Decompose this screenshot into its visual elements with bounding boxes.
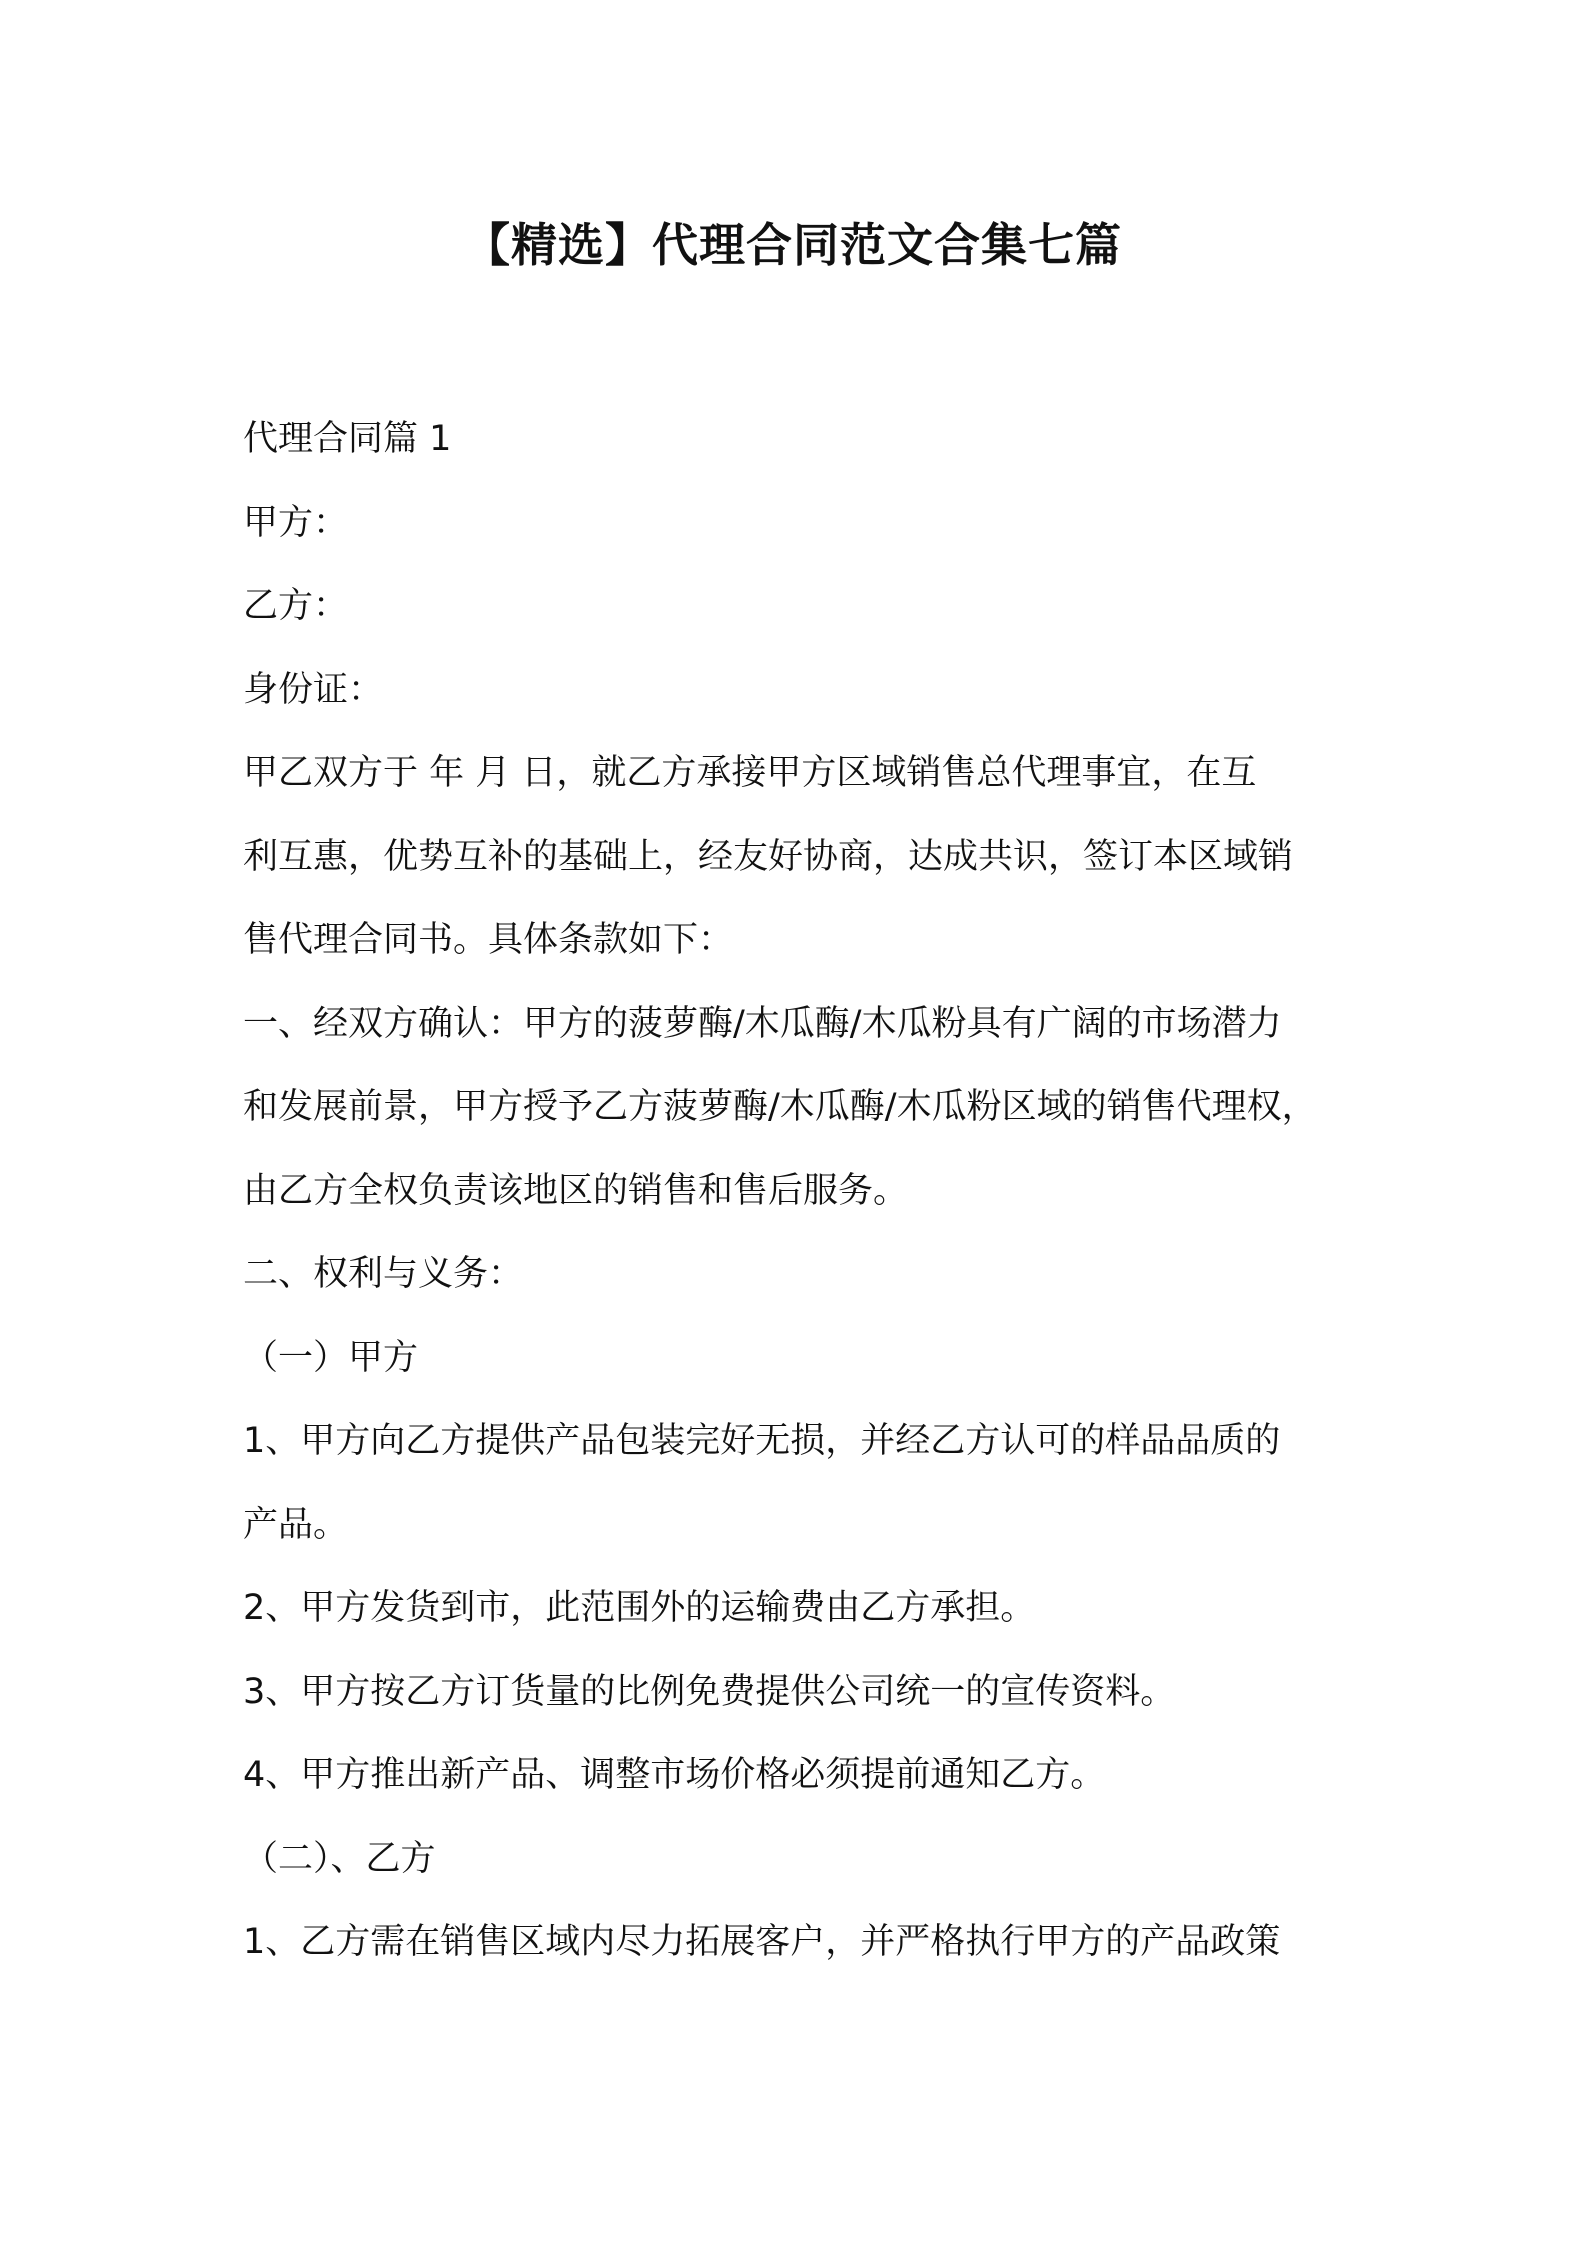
clause-line: 由乙方全权负责该地区的销售和售后服务。 <box>243 1170 909 1211</box>
document-title: 【精选】代理合同范文合集七篇 <box>464 218 1122 272</box>
list-item: 4、甲方推出新产品、调整市场价格必须提前通知乙方。 <box>243 1755 1106 1795</box>
paragraph-line: 甲乙双方于 年 月 日，就乙方承接甲方区域销售总代理事宜，在互 <box>243 753 1257 793</box>
party-a-field: 甲方： <box>243 502 349 543</box>
list-item: 2、甲方发货到市，此范围外的运输费由乙方承担。 <box>243 1588 1036 1628</box>
clause-heading: 二、权利与义务： <box>243 1254 524 1294</box>
subsection-heading: （一）甲方 <box>243 1337 419 1378</box>
list-item: 产品。 <box>243 1504 349 1545</box>
paragraph-line: 利互惠，优势互补的基础上，经友好协商，达成共识，签订本区域销 <box>243 836 1294 877</box>
paragraph-line: 售代理合同书。具体条款如下： <box>243 920 734 960</box>
clause-line: 一、经双方确认：甲方的菠萝酶/木瓜酶/木瓜粉具有广阔的市场潜力 <box>243 1003 1282 1044</box>
party-b-field: 乙方： <box>243 586 349 626</box>
clause-line: 和发展前景，甲方授予乙方菠萝酶/木瓜酶/木瓜粉区域的销售代理权， <box>243 1087 1317 1127</box>
list-item: 1、甲方向乙方提供产品包装完好无损，并经乙方认可的样品品质的 <box>243 1421 1281 1461</box>
subsection-heading: （二）、乙方 <box>243 1838 436 1879</box>
list-item: 3、甲方按乙方订货量的比例免费提供公司统一的宣传资料。 <box>243 1671 1176 1712</box>
list-item: 1、乙方需在销售区域内尽力拓展客户，并严格执行甲方的产品政策 <box>243 1922 1281 1962</box>
id-card-field: 身份证： <box>243 669 384 710</box>
section-heading: 代理合同篇 1 <box>243 419 452 459</box>
document-body <box>243 398 1383 1985</box>
